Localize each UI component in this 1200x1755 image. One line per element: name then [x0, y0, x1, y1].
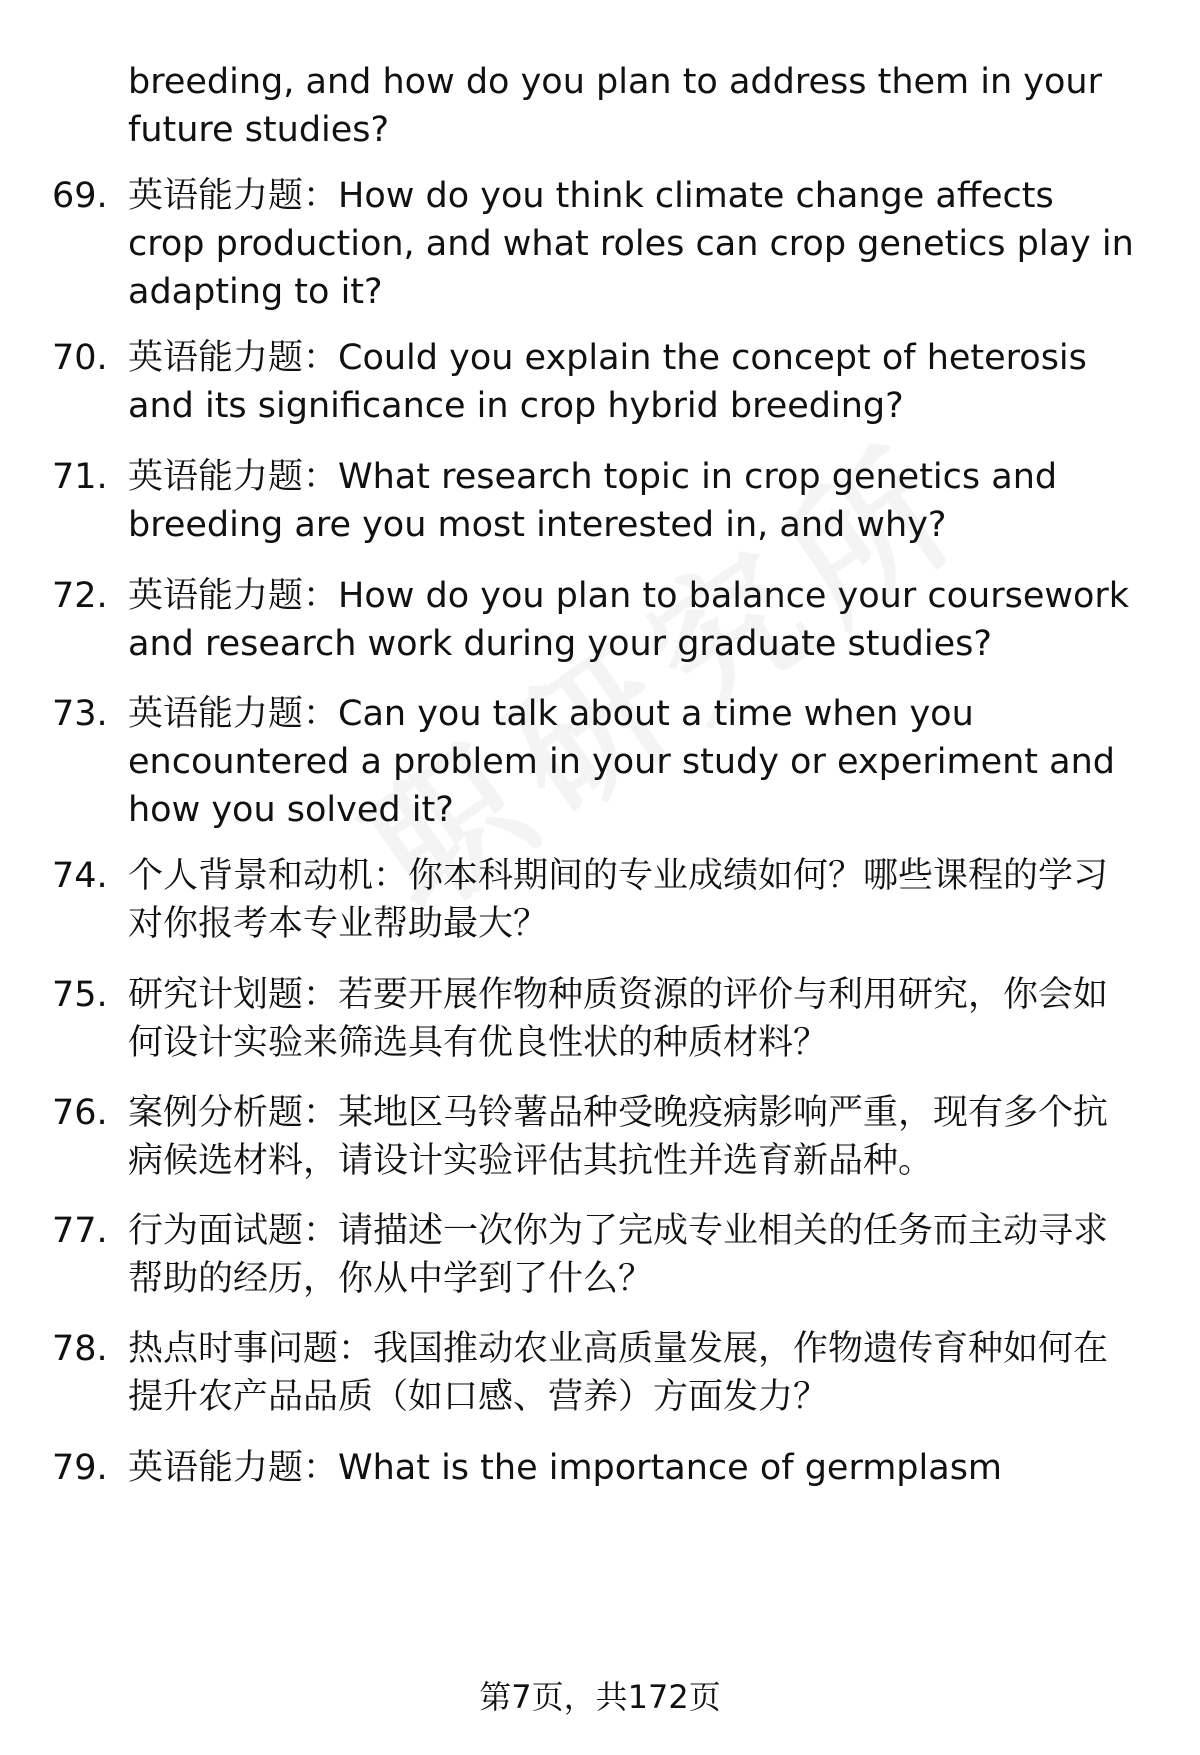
question-text: 研究计划题：若要开展作物种质资源的评价与利用研究，你会如何设计实验来筛选具有优良性状的种质材料？	[128, 975, 1109, 1063]
question-text: 英语能力题：How do you plan to balance your coursework and research work during your graduate studies?	[128, 576, 1130, 664]
question-text: 个人背景和动机：你本科期间的专业成绩如何？哪些课程的学习对你报考本专业帮助最大？	[128, 856, 1109, 944]
question-number: 70.	[52, 338, 108, 378]
question-68-continuation: breeding, and how do you plan to address them in your future studies?	[128, 62, 1102, 150]
question-number: 78.	[52, 1329, 108, 1369]
question-number: 72.	[52, 576, 108, 616]
question-text: 英语能力题：Can you talk about a time when you encountered a problem in your study or experiment and how you solved it?	[128, 694, 1115, 830]
question-number: 76.	[52, 1093, 108, 1133]
question-number: 77.	[52, 1211, 108, 1251]
question-number: 69.	[52, 176, 108, 216]
question-text: 英语能力题：What is the importance of germplasm	[128, 1448, 1003, 1488]
page-footer: 第7页，共172页	[479, 1678, 721, 1716]
question-text: 热点时事问题：我国推动农业高质量发展，作物遗传育种如何在提升农产品品质（如口感、营养）方面发力？	[128, 1329, 1109, 1417]
question-number: 74.	[52, 856, 108, 896]
question-text: 行为面试题：请描述一次你为了完成专业相关的任务而主动寻求帮助的经历，你从中学到了什么？	[128, 1211, 1109, 1299]
question-text: 英语能力题：Could you explain the concept of heterosis and its significance in crop hybrid breeding?	[128, 338, 1087, 426]
question-number: 75.	[52, 975, 108, 1015]
question-number: 79.	[52, 1448, 108, 1488]
question-text: 英语能力题：How do you think climate change affects crop production, and what roles can crop genetics play in adapting to it?	[128, 176, 1134, 312]
question-text: 案例分析题：某地区马铃薯品种受晚疫病影响严重，现有多个抗病候选材料，请设计实验评估其抗性并选育新品种。	[128, 1093, 1109, 1181]
question-number: 73.	[52, 694, 108, 734]
question-text: 英语能力题：What research topic in crop genetics and breeding are you most interested in, and why?	[128, 457, 1058, 545]
question-number: 71.	[52, 457, 108, 497]
